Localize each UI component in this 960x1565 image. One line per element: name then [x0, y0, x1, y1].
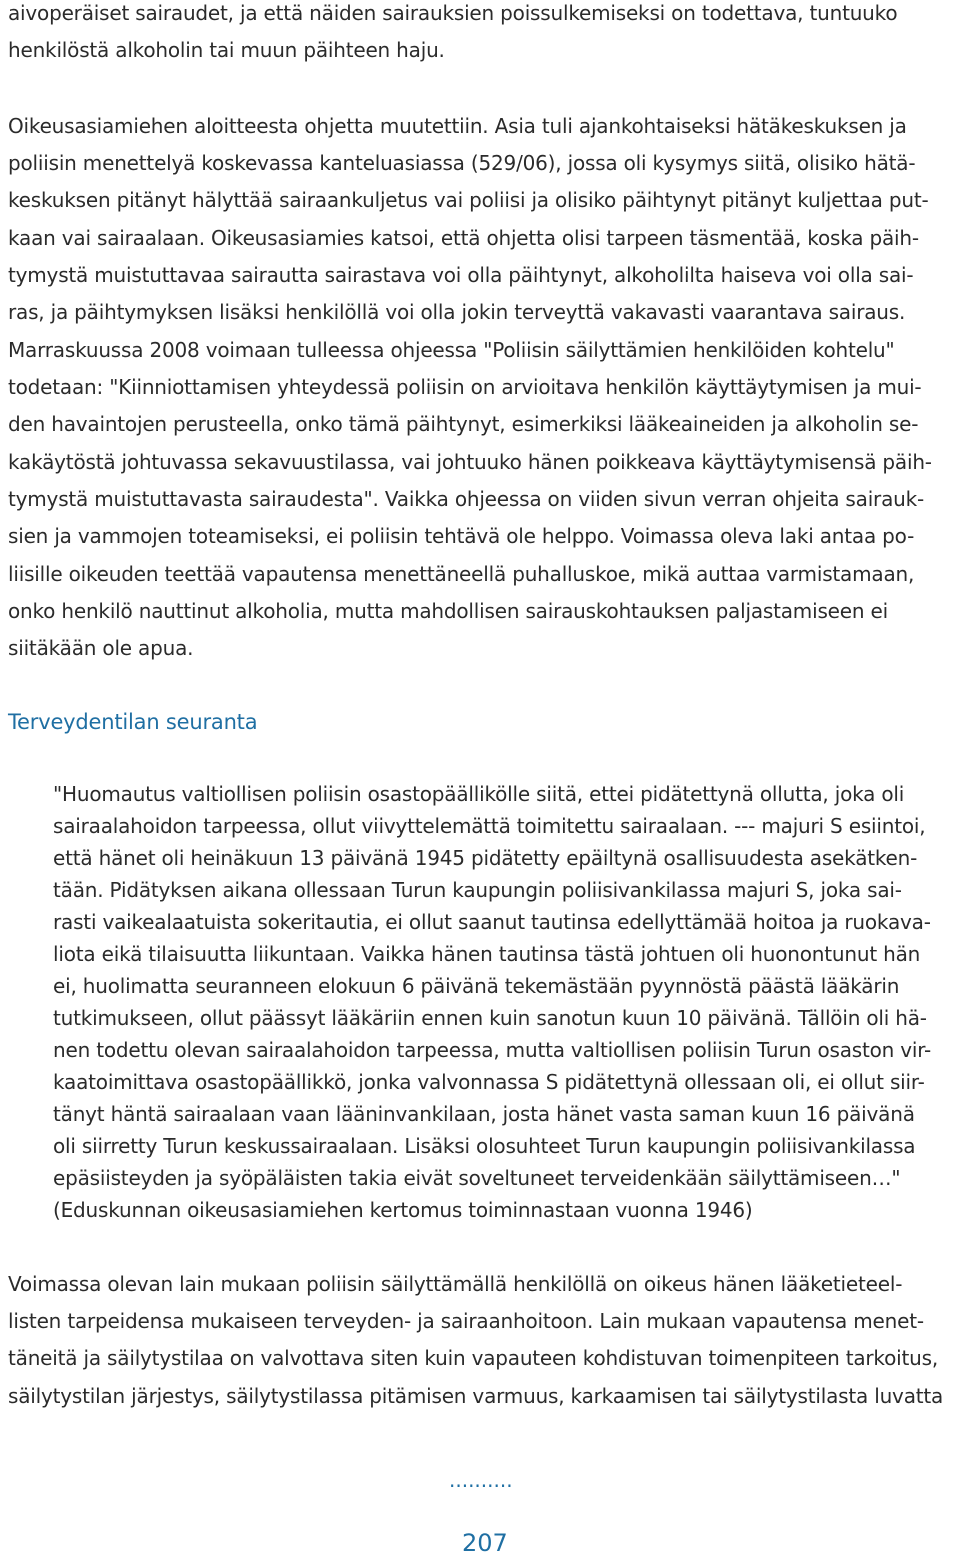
text-line: tymystä muistuttavaa sairautta sairastava voi olla päihtynyt, alkoholilta haiseva voi olla sai-: [8, 263, 914, 287]
quote-line: tutkimukseen, ollut päässyt lääkäriin ennen kuin sanotun kuun 10 päivänä. Tällöin oli hä-: [53, 1006, 927, 1030]
quote-citation: (Eduskunnan oikeusasiamiehen kertomus toiminnastaan vuonna 1946): [53, 1198, 753, 1222]
text-line: tymystä muistuttavasta sairaudesta". Vaikka ohjeessa on viiden sivun verran ohjeita sairauk-: [8, 487, 925, 511]
quote-line: kaatoimittava osastopäällikkö, jonka valvonnassa S pidätettynä ollessaan oli, ei ollut siir-: [53, 1070, 925, 1094]
quote-line: ei, huolimatta seuranneen elokuun 6 päivänä tekemästään pyynnöstä päästä lääkärin: [53, 974, 900, 998]
footer-dots: ..........: [449, 1468, 513, 1492]
quote-line: "Huomautus valtiollisen poliisin osastopäällikölle siitä, ettei pidätettynä ollutta, joka oli: [53, 782, 905, 806]
quote-line: epäsiisteyden ja syöpäläisten takia eivät soveltuneet terveidenkään säilyttämiseen…": [53, 1166, 901, 1190]
text-line: todetaan: "Kiinniottamisen yhteydessä poliisin on arvioitava henkilön käyttäytymisen ja mui-: [8, 375, 922, 399]
section-heading: Terveydentilan seuranta: [8, 710, 258, 734]
text-line: Marraskuussa 2008 voimaan tulleessa ohjeessa "Poliisin säilyttämien henkilöiden kohtelu": [8, 338, 895, 362]
page-number: 207: [462, 1529, 508, 1557]
quote-line: tään. Pidätyksen aikana ollessaan Turun kaupungin poliisivankilassa majuri S, joka sai-: [53, 878, 902, 902]
quote-line: sairaalahoidon tarpeessa, ollut viivyttelemättä toimitettu sairaalaan. --- majuri S esiintoi,: [53, 814, 926, 838]
text-line: sien ja vammojen toteamiseksi, ei poliisin tehtävä ole helppo. Voimassa oleva laki antaa po-: [8, 524, 915, 548]
quote-line: oli siirretty Turun keskussairaalaan. Lisäksi olosuhteet Turun kaupungin poliisivankilassa: [53, 1134, 916, 1158]
text-line: täneitä ja säilytystilaa on valvottava siten kuin vapauteen kohdistuvan toimenpiteen tarkoitus,: [8, 1346, 938, 1370]
text-line: Oikeusasiamiehen aloitteesta ohjetta muutettiin. Asia tuli ajankohtaiseksi hätäkeskuksen ja: [8, 114, 907, 138]
quote-line: nen todettu olevan sairaalahoidon tarpeessa, mutta valtiollisen poliisin Turun osaston vir-: [53, 1038, 932, 1062]
quote-line: että hänet oli heinäkuun 13 päivänä 1945 pidätetty epäiltynä osallisuudesta asekätken-: [53, 846, 918, 870]
text-line: siitäkään ole apua.: [8, 636, 194, 660]
quote-line: liota eikä tilaisuutta liikuntaan. Vaikka hänen tautinsa tästä johtuen oli huonontunut hän: [53, 942, 921, 966]
text-line: ras, ja päihtymyksen lisäksi henkilöllä voi olla jokin terveyttä vakavasti vaarantava sairaus.: [8, 300, 906, 324]
text-line: onko henkilö nauttinut alkoholia, mutta mahdollisen sairauskohtauksen paljastamiseen ei: [8, 599, 888, 623]
text-line: henkilöstä alkoholin tai muun päihteen haju.: [8, 38, 445, 62]
text-line: den havaintojen perusteella, onko tämä päihtynyt, esimerkiksi lääkeaineiden ja alkoholin se-: [8, 412, 919, 436]
text-line: aivoperäiset sairaudet, ja että näiden sairauksien poissulkemiseksi on todettava, tuntuuko: [8, 1, 898, 25]
text-line: listen tarpeidensa mukaiseen terveyden- ja sairaanhoitoon. Lain mukaan vapautensa menet-: [8, 1309, 924, 1333]
text-line: liisille oikeuden teettää vapautensa menettäneellä puhalluskoe, mikä auttaa varmistamaan,: [8, 562, 915, 586]
text-line: Voimassa olevan lain mukaan poliisin säilyttämällä henkilöllä on oikeus hänen lääketieteel-: [8, 1272, 903, 1296]
text-line: kakäytöstä johtuvassa sekavuustilassa, vai johtuuko hänen poikkeava käyttäytymisensä päih-: [8, 450, 932, 474]
text-line: kaan vai sairaalaan. Oikeusasiamies katsoi, että ohjetta olisi tarpeen täsmentää, koska päih-: [8, 226, 919, 250]
quote-line: rasti vaikealaatuista sokeritautia, ei ollut saanut tautinsa edellyttämää hoitoa ja ruokava-: [53, 910, 931, 934]
quote-line: tänyt häntä sairaalaan vaan lääninvankilaan, josta hänet vasta saman kuun 16 päivänä: [53, 1102, 915, 1126]
text-line: poliisin menettelyä koskevassa kanteluasiassa (529/06), jossa oli kysymys siitä, olisiko hätä-: [8, 151, 916, 175]
text-line: keskuksen pitänyt hälyttää sairaankuljetus vai poliisi ja olisiko päihtynyt pitänyt kuljettaa put-: [8, 188, 929, 212]
text-line: säilytystilan järjestys, säilytystilassa pitämisen varmuus, karkaamisen tai säilytystilasta luvatta: [8, 1384, 944, 1408]
